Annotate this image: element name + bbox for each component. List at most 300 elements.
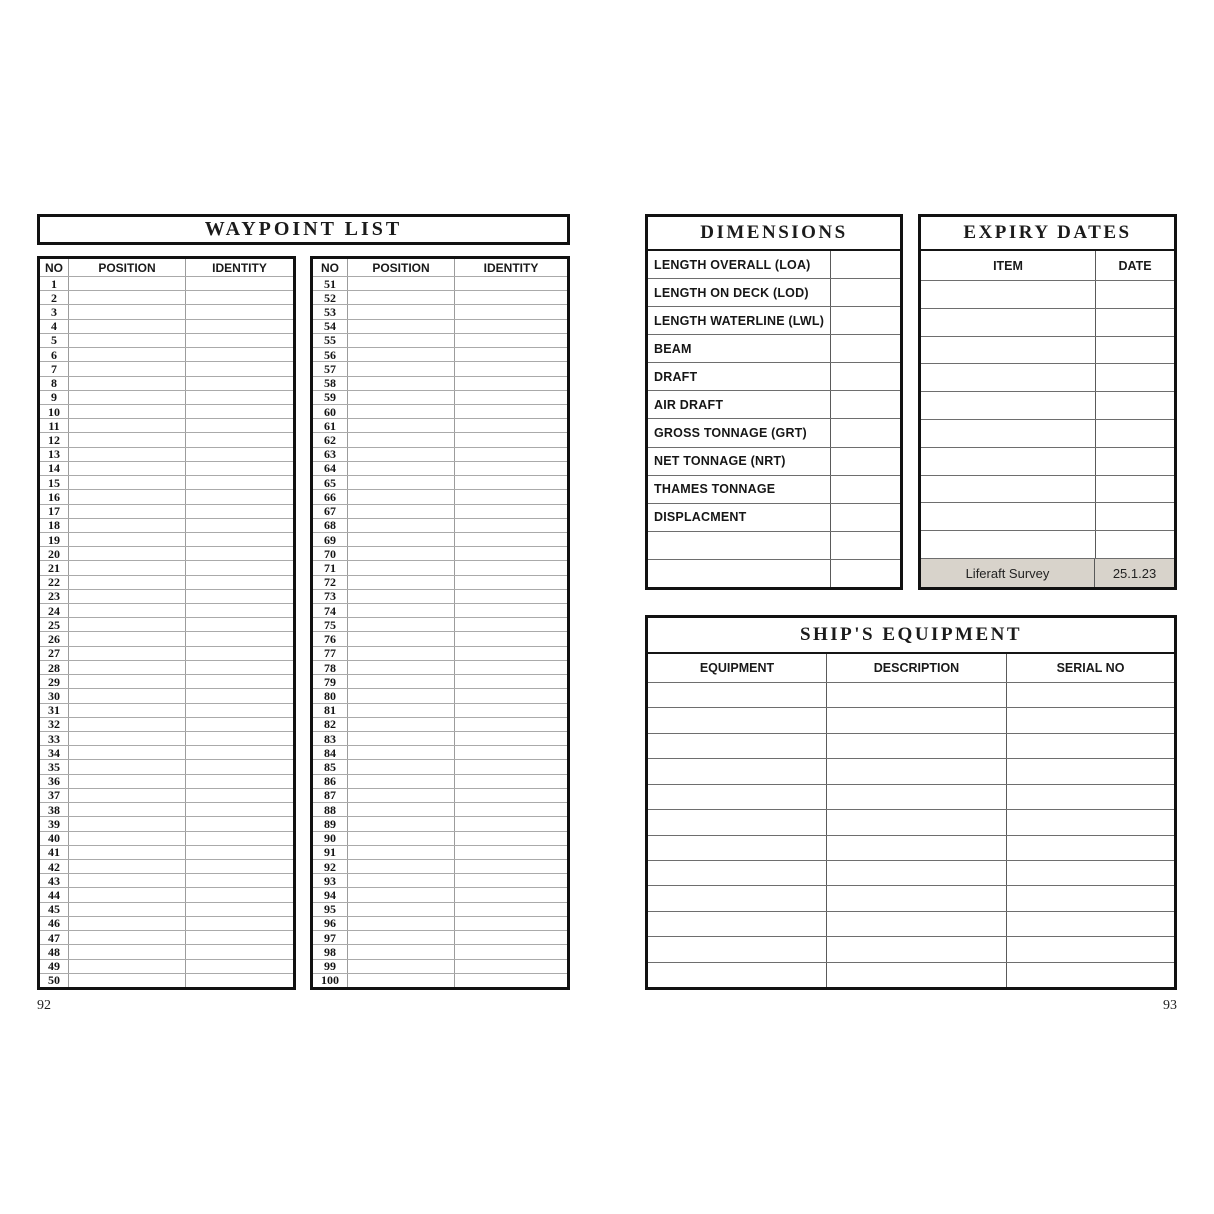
- waypoint-number: 100: [321, 973, 339, 988]
- waypoint-no-cell: [40, 547, 69, 560]
- waypoint-position-cell: [69, 320, 186, 333]
- equipment-serial-cell: [1007, 861, 1174, 885]
- expiry-item-cell: [921, 309, 1096, 336]
- waypoint-no-cell: [40, 277, 69, 290]
- waypoint-no-cell: [313, 576, 348, 589]
- waypoint-table-b-header: [313, 259, 567, 276]
- dimensions-rows: [648, 251, 900, 587]
- waypoint-position-cell: [69, 832, 186, 845]
- waypoint-position-cell: [348, 419, 455, 432]
- waypoint-number: 69: [324, 532, 336, 547]
- waypoint-number: 5: [51, 333, 57, 348]
- waypoint-identity-cell: [186, 732, 293, 745]
- waypoint-number: 40: [48, 831, 60, 846]
- waypoint-row: [313, 703, 567, 717]
- waypoint-row: [313, 631, 567, 645]
- expiry-item-cell: [921, 392, 1096, 419]
- dimension-label: DISPLACMENT: [648, 504, 831, 531]
- column-header-serial-no: SERIAL NO: [1056, 661, 1125, 675]
- column-header-position: POSITION: [348, 259, 455, 276]
- waypoint-identity-cell: [186, 334, 293, 347]
- waypoint-position-cell: [69, 760, 186, 773]
- waypoint-no-cell: [40, 462, 69, 475]
- expiry-dates-title: EXPIRY DATES: [963, 222, 1132, 243]
- waypoint-position-cell: [348, 689, 455, 702]
- expiry-item-cell: [921, 476, 1096, 503]
- dimension-value-cell: [831, 532, 900, 559]
- waypoint-position-cell: [69, 291, 186, 304]
- waypoint-identity-cell: [186, 775, 293, 788]
- equipment-row: [648, 911, 1174, 936]
- waypoint-number: 45: [48, 902, 60, 917]
- waypoint-number: 36: [48, 774, 60, 789]
- waypoint-identity-cell: [455, 291, 567, 304]
- waypoint-position-cell: [348, 903, 455, 916]
- waypoint-position-cell: [69, 647, 186, 660]
- waypoint-identity-cell: [455, 433, 567, 446]
- waypoint-row: [40, 959, 293, 973]
- waypoint-identity-cell: [455, 561, 567, 574]
- waypoint-identity-cell: [455, 931, 567, 944]
- expiry-row: [921, 363, 1174, 391]
- waypoint-no-cell: [313, 746, 348, 759]
- waypoint-identity-cell: [186, 377, 293, 390]
- waypoint-row: [313, 731, 567, 745]
- waypoint-position-cell: [348, 789, 455, 802]
- waypoint-identity-cell: [455, 348, 567, 361]
- dimension-label: [648, 532, 831, 559]
- dimension-row: [648, 503, 900, 531]
- waypoint-position-cell: [69, 675, 186, 688]
- waypoint-position-cell: [69, 732, 186, 745]
- waypoint-no-cell: [313, 547, 348, 560]
- waypoint-no-cell: [313, 689, 348, 702]
- waypoint-row: [313, 688, 567, 702]
- waypoint-number: 33: [48, 731, 60, 746]
- waypoint-row: [40, 475, 293, 489]
- waypoint-identity-cell: [455, 746, 567, 759]
- waypoint-number: 53: [324, 305, 336, 320]
- waypoint-position-cell: [348, 377, 455, 390]
- column-header-equipment: EQUIPMENT: [648, 654, 827, 682]
- dimension-label: LENGTH WATERLINE (LWL): [648, 307, 831, 334]
- waypoint-number: 78: [324, 660, 336, 675]
- waypoint-row: [40, 703, 293, 717]
- waypoint-identity-cell: [186, 860, 293, 873]
- expiry-row: [921, 280, 1174, 308]
- waypoint-row: [313, 432, 567, 446]
- waypoint-identity-cell: [186, 903, 293, 916]
- waypoint-number: 48: [48, 944, 60, 959]
- ships-equipment-title-row: [648, 618, 1174, 654]
- waypoint-no-cell: [313, 675, 348, 688]
- waypoint-no-cell: [313, 320, 348, 333]
- waypoint-identity-cell: [186, 618, 293, 631]
- equipment-description-cell: [827, 708, 1007, 732]
- equipment-serial-cell: [1007, 785, 1174, 809]
- waypoint-number: 31: [48, 703, 60, 718]
- waypoint-number: 46: [48, 916, 60, 931]
- waypoint-number: 18: [48, 518, 60, 533]
- waypoint-identity-cell: [455, 632, 567, 645]
- waypoint-number: 70: [324, 546, 336, 561]
- waypoint-row: [313, 745, 567, 759]
- dimensions-title-row: [648, 217, 900, 251]
- waypoint-row: [313, 831, 567, 845]
- waypoint-identity-cell: [455, 448, 567, 461]
- waypoint-row: [313, 589, 567, 603]
- waypoint-position-cell: [348, 334, 455, 347]
- waypoint-position-cell: [348, 462, 455, 475]
- waypoint-number: 79: [324, 674, 336, 689]
- waypoint-position-cell: [69, 618, 186, 631]
- waypoint-row: [40, 631, 293, 645]
- waypoint-number: 54: [324, 319, 336, 334]
- waypoint-position-cell: [348, 391, 455, 404]
- waypoint-position-cell: [69, 576, 186, 589]
- waypoint-identity-cell: [455, 732, 567, 745]
- waypoint-no-cell: [40, 846, 69, 859]
- equipment-name-cell: [648, 861, 827, 885]
- equipment-row: [648, 733, 1174, 758]
- waypoint-number: 42: [48, 859, 60, 874]
- waypoint-identity-cell: [455, 391, 567, 404]
- waypoint-position-cell: [69, 419, 186, 432]
- waypoint-position-cell: [348, 519, 455, 532]
- dimension-row: [648, 531, 900, 559]
- waypoint-row: [40, 660, 293, 674]
- waypoint-row: [40, 916, 293, 930]
- waypoint-no-cell: [313, 874, 348, 887]
- waypoint-no-cell: [313, 632, 348, 645]
- waypoint-identity-cell: [455, 533, 567, 546]
- equipment-description-cell: [827, 861, 1007, 885]
- equipment-row: [648, 962, 1174, 987]
- waypoint-no-cell: [40, 704, 69, 717]
- waypoint-no-cell: [40, 618, 69, 631]
- waypoint-number: 59: [324, 390, 336, 405]
- waypoint-row: [40, 390, 293, 404]
- waypoint-identity-cell: [455, 689, 567, 702]
- waypoint-no-cell: [313, 604, 348, 617]
- waypoint-no-cell: [313, 305, 348, 318]
- waypoint-no-cell: [313, 505, 348, 518]
- waypoint-no-cell: [313, 775, 348, 788]
- waypoint-no-cell: [313, 277, 348, 290]
- waypoint-identity-cell: [455, 960, 567, 973]
- waypoint-no-cell: [40, 348, 69, 361]
- expiry-row: [921, 308, 1174, 336]
- waypoint-row: [313, 361, 567, 375]
- waypoint-position-cell: [348, 960, 455, 973]
- waypoint-row: [40, 432, 293, 446]
- waypoint-position-cell: [348, 760, 455, 773]
- waypoint-row: [40, 546, 293, 560]
- waypoint-row: [40, 745, 293, 759]
- waypoint-number: 22: [48, 575, 60, 590]
- waypoint-no-cell: [313, 704, 348, 717]
- dimension-row: [648, 475, 900, 503]
- expiry-date-cell: [1096, 420, 1174, 447]
- equipment-description-cell: [827, 886, 1007, 910]
- waypoint-row: [313, 930, 567, 944]
- waypoint-position-cell: [69, 305, 186, 318]
- waypoint-number: 72: [324, 575, 336, 590]
- waypoint-position-cell: [348, 817, 455, 830]
- waypoint-position-cell: [69, 632, 186, 645]
- waypoint-number: 66: [324, 489, 336, 504]
- waypoint-no-cell: [40, 320, 69, 333]
- waypoint-identity-cell: [455, 320, 567, 333]
- ships-equipment-header: [648, 654, 1174, 682]
- waypoint-no-cell: [40, 803, 69, 816]
- waypoint-position-cell: [348, 718, 455, 731]
- waypoint-no-cell: [313, 832, 348, 845]
- waypoint-identity-cell: [455, 462, 567, 475]
- waypoint-identity-cell: [455, 888, 567, 901]
- waypoint-no-cell: [40, 476, 69, 489]
- waypoint-row: [313, 518, 567, 532]
- waypoint-number: 52: [324, 290, 336, 305]
- waypoint-position-cell: [348, 590, 455, 603]
- waypoint-row: [40, 603, 293, 617]
- waypoint-identity-cell: [455, 647, 567, 660]
- waypoint-no-cell: [40, 718, 69, 731]
- equipment-serial-cell: [1007, 734, 1174, 758]
- waypoint-position-cell: [348, 561, 455, 574]
- waypoint-no-cell: [313, 618, 348, 631]
- waypoint-number: 50: [48, 973, 60, 988]
- expiry-row: [921, 475, 1174, 503]
- waypoint-position-cell: [69, 746, 186, 759]
- waypoint-row: [40, 646, 293, 660]
- waypoint-row: [40, 617, 293, 631]
- dimension-label: LENGTH OVERALL (LOA): [648, 251, 831, 278]
- waypoint-position-cell: [348, 832, 455, 845]
- dimension-row: [648, 362, 900, 390]
- waypoint-number: 49: [48, 959, 60, 974]
- waypoint-identity-cell: [186, 846, 293, 859]
- waypoint-row: [313, 347, 567, 361]
- waypoint-identity-cell: [186, 632, 293, 645]
- waypoint-identity-cell: [186, 647, 293, 660]
- waypoint-row: [313, 774, 567, 788]
- waypoint-no-cell: [313, 945, 348, 958]
- waypoint-position-cell: [69, 519, 186, 532]
- waypoint-row: [313, 887, 567, 901]
- waypoint-number: 27: [48, 646, 60, 661]
- waypoint-row: [313, 902, 567, 916]
- expiry-row: [921, 447, 1174, 475]
- waypoint-table-b: [310, 256, 570, 990]
- waypoint-no-cell: [313, 718, 348, 731]
- expiry-dates-table: [918, 214, 1177, 590]
- waypoint-row: [313, 390, 567, 404]
- waypoint-no-cell: [40, 519, 69, 532]
- expiry-date-cell: [1096, 281, 1174, 308]
- dimension-row: [648, 334, 900, 362]
- waypoint-position-cell: [69, 505, 186, 518]
- waypoint-identity-cell: [455, 846, 567, 859]
- waypoint-row: [40, 276, 293, 290]
- waypoint-no-cell: [313, 888, 348, 901]
- waypoint-identity-cell: [455, 945, 567, 958]
- equipment-name-cell: [648, 886, 827, 910]
- waypoint-position-cell: [69, 604, 186, 617]
- waypoint-row: [313, 959, 567, 973]
- waypoint-identity-cell: [455, 803, 567, 816]
- waypoint-row: [40, 717, 293, 731]
- expiry-filled-row: [921, 558, 1174, 587]
- dimension-value-cell: [831, 363, 900, 390]
- waypoint-no-cell: [40, 775, 69, 788]
- waypoint-identity-cell: [455, 675, 567, 688]
- dimension-row: [648, 278, 900, 306]
- waypoint-identity-cell: [186, 576, 293, 589]
- waypoint-position-cell: [69, 974, 186, 987]
- waypoint-no-cell: [313, 391, 348, 404]
- equipment-serial-cell: [1007, 708, 1174, 732]
- waypoint-position-cell: [348, 860, 455, 873]
- page-number-left: 92: [37, 998, 51, 1013]
- waypoint-identity-cell: [186, 561, 293, 574]
- equipment-row: [648, 758, 1174, 783]
- waypoint-row: [313, 717, 567, 731]
- waypoint-position-cell: [69, 462, 186, 475]
- waypoint-identity-cell: [186, 320, 293, 333]
- waypoint-list-title-box: [37, 214, 570, 245]
- waypoint-number: 95: [324, 902, 336, 917]
- waypoint-row: [313, 304, 567, 318]
- waypoint-number: 9: [51, 390, 57, 405]
- waypoint-position-cell: [69, 888, 186, 901]
- waypoint-identity-cell: [455, 334, 567, 347]
- waypoint-position-cell: [348, 448, 455, 461]
- waypoint-position-cell: [348, 348, 455, 361]
- waypoint-row: [40, 447, 293, 461]
- waypoint-identity-cell: [186, 448, 293, 461]
- waypoint-identity-cell: [186, 661, 293, 674]
- waypoint-identity-cell: [455, 505, 567, 518]
- waypoint-identity-cell: [455, 362, 567, 375]
- waypoint-no-cell: [313, 334, 348, 347]
- waypoint-no-cell: [40, 860, 69, 873]
- waypoint-number: 73: [324, 589, 336, 604]
- waypoint-identity-cell: [455, 618, 567, 631]
- waypoint-rows: [313, 276, 567, 987]
- equipment-description-cell: [827, 759, 1007, 783]
- waypoint-identity-cell: [186, 590, 293, 603]
- equipment-row: [648, 936, 1174, 961]
- equipment-name-cell: [648, 836, 827, 860]
- waypoint-row: [313, 447, 567, 461]
- waypoint-position-cell: [69, 433, 186, 446]
- waypoint-row: [313, 404, 567, 418]
- waypoint-number: 4: [51, 319, 57, 334]
- waypoint-row: [40, 418, 293, 432]
- waypoint-rows: [40, 276, 293, 987]
- waypoint-number: 24: [48, 603, 60, 618]
- waypoint-identity-cell: [455, 490, 567, 503]
- waypoint-row: [40, 831, 293, 845]
- waypoint-row: [313, 873, 567, 887]
- equipment-name-cell: [648, 963, 827, 987]
- waypoint-number: 92: [324, 859, 336, 874]
- waypoint-identity-cell: [186, 419, 293, 432]
- waypoint-no-cell: [40, 291, 69, 304]
- waypoint-number: 76: [324, 632, 336, 647]
- equipment-serial-cell: [1007, 886, 1174, 910]
- waypoint-no-cell: [40, 960, 69, 973]
- waypoint-row: [40, 731, 293, 745]
- equipment-serial-cell: [1007, 836, 1174, 860]
- waypoint-position-cell: [69, 689, 186, 702]
- waypoint-position-cell: [69, 846, 186, 859]
- waypoint-row: [40, 304, 293, 318]
- waypoint-row: [40, 788, 293, 802]
- waypoint-position-cell: [348, 618, 455, 631]
- waypoint-position-cell: [348, 931, 455, 944]
- waypoint-number: 98: [324, 944, 336, 959]
- equipment-row: [648, 809, 1174, 834]
- waypoint-number: 35: [48, 760, 60, 775]
- ships-equipment-table: [645, 615, 1177, 990]
- waypoint-position-cell: [348, 874, 455, 887]
- waypoint-number: 25: [48, 617, 60, 632]
- waypoint-identity-cell: [455, 377, 567, 390]
- waypoint-position-cell: [348, 291, 455, 304]
- waypoint-number: 80: [324, 688, 336, 703]
- waypoint-row: [313, 418, 567, 432]
- waypoint-no-cell: [313, 448, 348, 461]
- expiry-row: [921, 419, 1174, 447]
- waypoint-no-cell: [40, 732, 69, 745]
- waypoint-number: 30: [48, 688, 60, 703]
- waypoint-no-cell: [313, 846, 348, 859]
- waypoint-number: 86: [324, 774, 336, 789]
- dimension-value-cell: [831, 419, 900, 446]
- waypoint-no-cell: [40, 817, 69, 830]
- equipment-name-cell: [648, 937, 827, 961]
- expiry-date-cell: [1096, 364, 1174, 391]
- waypoint-number: 13: [48, 447, 60, 462]
- expiry-item-cell: [921, 531, 1096, 558]
- waypoint-no-cell: [40, 490, 69, 503]
- equipment-row: [648, 835, 1174, 860]
- dimension-label: AIR DRAFT: [648, 391, 831, 418]
- waypoint-number: 68: [324, 518, 336, 533]
- waypoint-number: 84: [324, 745, 336, 760]
- waypoint-identity-cell: [186, 888, 293, 901]
- waypoint-row: [40, 319, 293, 333]
- waypoint-identity-cell: [455, 547, 567, 560]
- waypoint-number: 1: [51, 276, 57, 291]
- waypoint-number: 97: [324, 930, 336, 945]
- waypoint-row: [40, 575, 293, 589]
- waypoint-number: 20: [48, 546, 60, 561]
- waypoint-identity-cell: [455, 305, 567, 318]
- waypoint-row: [40, 361, 293, 375]
- equipment-name-cell: [648, 785, 827, 809]
- waypoint-position-cell: [69, 903, 186, 916]
- expiry-item-cell: [921, 503, 1096, 530]
- equipment-row: [648, 885, 1174, 910]
- waypoint-identity-cell: [455, 974, 567, 987]
- waypoint-identity-cell: [186, 960, 293, 973]
- waypoint-number: 77: [324, 646, 336, 661]
- waypoint-position-cell: [69, 277, 186, 290]
- waypoint-row: [40, 802, 293, 816]
